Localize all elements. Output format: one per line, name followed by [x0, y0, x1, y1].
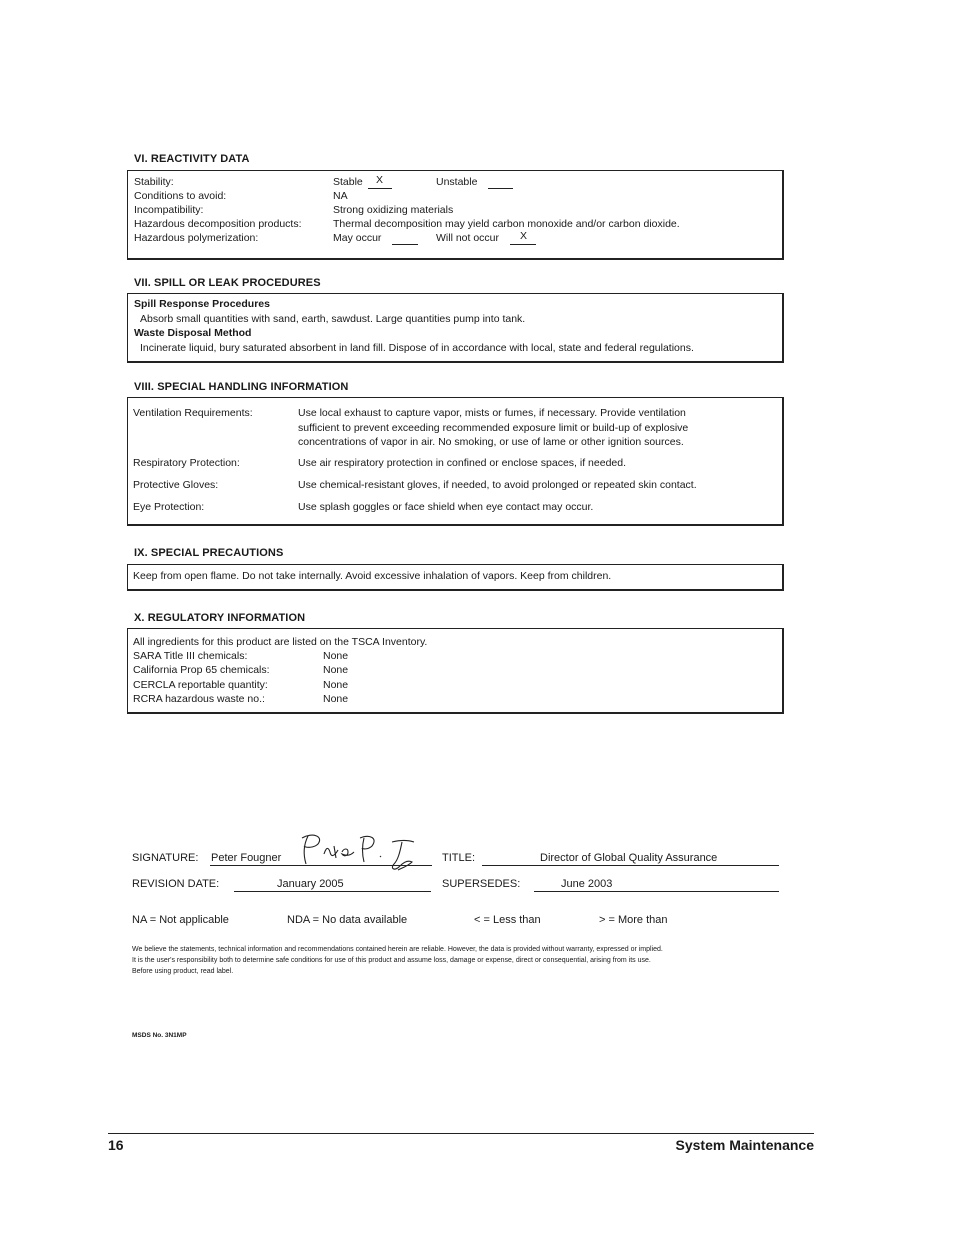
handwritten-signature — [290, 830, 440, 875]
disclaimer-line-2: It is the user's responsibility both to determine safe conditions for use of this product and assume loss, damage or expense, direct or consequential, arising from its use. — [132, 957, 651, 964]
incompatibility-label: Incompatibility: — [134, 204, 204, 216]
rcra-label: RCRA hazardous waste no.: — [133, 693, 265, 705]
msds-number: MSDS No. 3N1MP — [132, 1032, 187, 1039]
prop65-label: California Prop 65 chemicals: — [133, 664, 270, 676]
may-occur-label: May occur — [333, 232, 382, 244]
incompatibility-value: Strong oxidizing materials — [333, 204, 454, 216]
regulatory-box — [127, 628, 784, 714]
supersedes-value: June 2003 — [561, 878, 613, 890]
section-title-precautions: IX. SPECIAL PRECAUTIONS — [134, 547, 284, 559]
title-label: TITLE: — [442, 852, 476, 864]
ventilation-line-3: concentrations of vapor in air. No smoking, or use of lame or other ignition sources. — [298, 436, 684, 448]
eye-label: Eye Protection: — [133, 501, 205, 513]
page-number: 16 — [108, 1137, 124, 1153]
revision-value: January 2005 — [277, 878, 344, 890]
section-title-spill: VII. SPILL OR LEAK PROCEDURES — [134, 277, 321, 289]
will-not-occur-label: Will not occur — [436, 232, 500, 244]
cercla-value: None — [323, 679, 349, 691]
precautions-box — [127, 564, 784, 591]
signature-name: Peter Fougner — [211, 852, 282, 864]
ventilation-line-1: Use local exhaust to capture vapor, mists or fumes, if necessary. Provide ventilation — [298, 407, 686, 419]
section-title-regulatory: X. REGULATORY INFORMATION — [134, 612, 306, 624]
unstable-underline — [488, 188, 513, 189]
respiratory-text: Use air respiratory protection in confined or enclose spaces, if needed. — [298, 457, 627, 469]
reactivity-box — [127, 170, 784, 260]
eye-text: Use splash goggles or face shield when eye contact may occur. — [298, 501, 594, 513]
footer-section-title: System Maintenance — [675, 1137, 814, 1153]
regulatory-intro: All ingredients for this product are listed on the TSCA Inventory. — [133, 636, 428, 648]
sara-label: SARA Title III chemicals: — [133, 650, 248, 662]
waste-disposal-heading: Waste Disposal Method — [134, 327, 252, 339]
gloves-text: Use chemical-resistant gloves, if needed, to avoid prolonged or repeated skin contact. — [298, 479, 697, 491]
revision-underline — [234, 891, 431, 892]
spill-response-text: Absorb small quantities with sand, earth, sawdust. Large quantities pump into tank. — [140, 313, 526, 325]
conditions-label: Conditions to avoid: — [134, 190, 227, 202]
footer-rule — [108, 1133, 814, 1134]
spill-box — [127, 293, 784, 363]
stable-underline — [368, 188, 392, 189]
decomposition-label: Hazardous decomposition products: — [134, 218, 302, 230]
supersedes-underline — [534, 891, 779, 892]
precautions-text: Keep from open flame. Do not take internally. Avoid excessive inhalation of vapors. Keep from children. — [133, 570, 612, 582]
prop65-value: None — [323, 664, 349, 676]
will-not-occur-mark: X — [520, 230, 528, 242]
legend-na: NA = Not applicable — [132, 914, 229, 926]
legend-more-than: > = More than — [599, 914, 668, 926]
polymerization-label: Hazardous polymerization: — [134, 232, 259, 244]
section-title-handling: VIII. SPECIAL HANDLING INFORMATION — [134, 381, 349, 393]
stable-label: Stable — [333, 176, 363, 188]
respiratory-label: Respiratory Protection: — [133, 457, 240, 469]
stable-mark: X — [376, 174, 384, 186]
title-value: Director of Global Quality Assurance — [540, 852, 718, 864]
revision-label: REVISION DATE: — [132, 878, 220, 890]
conditions-value: NA — [333, 190, 348, 202]
will-not-occur-underline — [510, 244, 536, 245]
stability-label: Stability: — [134, 176, 174, 188]
rcra-value: None — [323, 693, 349, 705]
section-title-reactivity: VI. REACTIVITY DATA — [134, 153, 250, 165]
legend-nda: NDA = No data available — [287, 914, 408, 926]
gloves-label: Protective Gloves: — [133, 479, 219, 491]
disclaimer-line-1: We believe the statements, technical information and recommendations contained herein are reliable. However, the data is provided without warranty, expressed or implied. — [132, 946, 663, 953]
handling-box — [127, 397, 784, 526]
legend-less-than: < = Less than — [474, 914, 541, 926]
disclaimer-line-3: Before using product, read label. — [132, 968, 234, 975]
unstable-label: Unstable — [436, 176, 478, 188]
waste-disposal-text: Incinerate liquid, bury saturated absorbent in land fill. Dispose of in accordance with local, state and federal regulations. — [140, 342, 694, 354]
title-underline — [482, 865, 779, 866]
ventilation-line-2: sufficient to prevent exceeding recommended exposure limit or build-up of explosive — [298, 422, 689, 434]
sara-value: None — [323, 650, 349, 662]
supersedes-label: SUPERSEDES: — [442, 878, 521, 890]
cercla-label: CERCLA reportable quantity: — [133, 679, 268, 691]
may-occur-underline — [392, 244, 418, 245]
decomposition-value: Thermal decomposition may yield carbon monoxide and/or carbon dioxide. — [333, 218, 680, 230]
ventilation-label: Ventilation Requirements: — [133, 407, 253, 419]
spill-response-heading: Spill Response Procedures — [134, 298, 270, 310]
signature-label: SIGNATURE: — [132, 852, 199, 864]
